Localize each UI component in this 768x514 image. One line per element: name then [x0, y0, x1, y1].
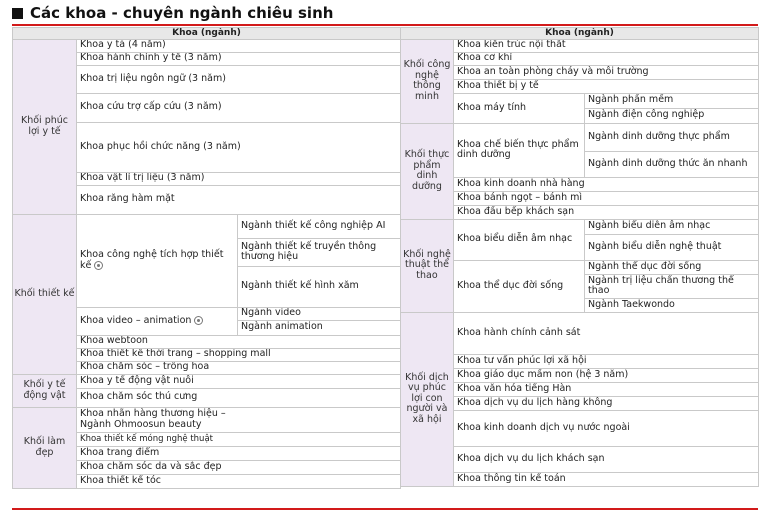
major-item: Ngành thiết kế truyền thông thương hiệu — [238, 238, 401, 266]
faculty-row: Khoa kinh doanh dịch vụ nước ngoài — [454, 410, 759, 446]
faculty-row: Khoa thiết bị y tế — [454, 79, 759, 93]
faculty-row: Khoa tư vấn phúc lợi xã hội — [454, 354, 759, 368]
faculty-row-text: Khoa video – animation — [80, 314, 192, 326]
major-item: Ngành video — [238, 307, 401, 320]
faculty-row: Khoa hành chính cảnh sát — [454, 312, 759, 354]
faculty-row: Khoa thiết kế móng nghệ thuật — [77, 432, 401, 446]
faculty-row: Khoa vật lí trị liệu (3 năm) — [77, 172, 401, 185]
faculty-row: Khoa thông tin kế toán — [454, 472, 759, 486]
circle-mark-icon — [94, 261, 103, 270]
right-header: Khoa (ngành) — [401, 28, 759, 40]
faculty-row: Khoa dịch vụ du lịch hàng không — [454, 396, 759, 410]
major-item: Ngành phần mềm — [585, 93, 759, 108]
major-item: Ngành Taekwondo — [585, 298, 759, 312]
page-title-text: Các khoa - chuyên ngành chiêu sinh — [30, 4, 334, 22]
circle-mark-icon — [194, 316, 203, 325]
page-title — [12, 3, 333, 23]
group-engineering: Khối công nghệ thông minh — [401, 39, 454, 123]
faculty-row: Khoa chăm sóc da và sắc đẹp — [77, 460, 401, 474]
faculty-row: Khoa chế biến thực phẩm dinh dưỡng — [454, 123, 585, 177]
major-item: Ngành biểu diễn âm nhạc — [585, 219, 759, 234]
faculty-row: Khoa kiến trúc nội thất — [454, 39, 759, 52]
faculty-row: Khoa cứu trợ cấp cứu (3 năm) — [77, 93, 401, 122]
faculty-row: Khoa văn hóa tiếng Hàn — [454, 382, 759, 396]
major-item: Ngành animation — [238, 320, 401, 335]
major-item: Ngành dinh dưỡng thức ăn nhanh — [585, 151, 759, 177]
faculty-row: Khoa chăm sóc thú cưng — [77, 388, 401, 407]
faculty-row: Khoa phục hồi chức năng (3 năm) — [77, 122, 401, 172]
faculty-row: Khoa biểu diễn âm nhạc — [454, 219, 585, 260]
faculty-row: Khoa dịch vụ du lịch khách sạn — [454, 446, 759, 472]
major-item: Ngành thiết kế công nghiệp AI — [238, 214, 401, 238]
faculty-row: Khoa trị liệu ngôn ngữ (3 năm) — [77, 65, 401, 93]
faculty-row: Khoa webtoon — [77, 335, 401, 348]
group-service: Khối dịch vụ phúc lợi con người và xã hội — [401, 312, 454, 486]
faculty-row: Khoa y tế động vật nuôi — [77, 374, 401, 388]
faculty-row: Khoa đầu bếp khách sạn — [454, 205, 759, 219]
faculty-row: Khoa nhãn hàng thương hiệu – Ngành Ohmoosun beauty — [77, 407, 401, 432]
major-item: Ngành điện công nghiệp — [585, 108, 759, 123]
faculty-row-text: Khoa công nghệ tích hợp thiết kế — [80, 249, 224, 271]
faculty-row — [77, 214, 238, 307]
faculty-row: Khoa thể dục đời sống — [454, 260, 585, 312]
major-item: Ngành biểu diễn nghệ thuật — [585, 234, 759, 260]
group-food: Khối thực phẩm dinh dưỡng — [401, 123, 454, 219]
group-arts: Khối nghệ thuật thể thao — [401, 219, 454, 312]
group-welfare: Khối phúc lợi y tế — [13, 39, 77, 214]
left-faculty-table — [12, 27, 401, 489]
group-animal: Khối y tế động vật — [13, 374, 77, 407]
group-beauty: Khối làm đẹp — [13, 407, 77, 488]
major-item: Ngành thiết kế hình xăm — [238, 266, 401, 307]
faculty-row: Khoa thiết kế thời trang – shopping mall — [77, 348, 401, 361]
left-header: Khoa (ngành) — [13, 28, 401, 40]
major-item: Ngành dinh dưỡng thực phẩm — [585, 123, 759, 151]
top-red-rule — [12, 24, 758, 26]
faculty-row: Khoa chăm sóc – trồng hoa — [77, 361, 401, 374]
major-item: Ngành trị liệu chấn thương thể thao — [585, 274, 759, 298]
faculty-row: Khoa bánh ngọt – bánh mì — [454, 191, 759, 205]
faculty-row: Khoa hành chính y tế (3 năm) — [77, 52, 401, 65]
group-design: Khối thiết kế — [13, 214, 77, 374]
faculty-row: Khoa an toàn phòng cháy và môi trường — [454, 65, 759, 79]
faculty-row: Khoa kinh doanh nhà hàng — [454, 177, 759, 191]
faculty-row: Khoa giáo dục mầm non (hệ 3 năm) — [454, 368, 759, 382]
faculty-row: Khoa thiết kế tóc — [77, 474, 401, 488]
bottom-red-rule — [12, 508, 758, 510]
right-faculty-table — [400, 27, 759, 487]
faculty-row: Khoa trang điểm — [77, 446, 401, 460]
faculty-row: Khoa răng hàm mặt — [77, 185, 401, 214]
major-item: Ngành thể dục đời sống — [585, 260, 759, 274]
faculty-row: Khoa cơ khí — [454, 52, 759, 65]
faculty-row: Khoa y tá (4 năm) — [77, 39, 401, 52]
faculty-row: Khoa máy tính — [454, 93, 585, 123]
faculty-row — [77, 307, 238, 335]
square-bullet-icon — [12, 8, 23, 19]
